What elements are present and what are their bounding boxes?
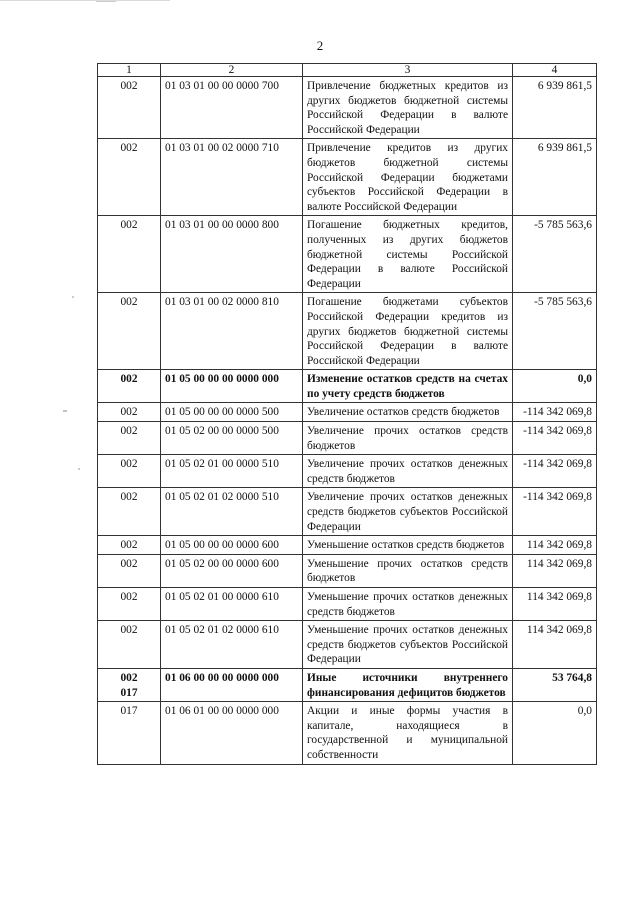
amount-cell: 114 342 069,8 <box>513 554 597 587</box>
budget-code-cell: 01 06 00 00 00 0000 000 <box>161 668 303 701</box>
source-name-cell: Увеличение прочих остатков денежных средств бюджетов <box>303 455 513 488</box>
table-row <box>98 370 597 403</box>
budget-code-cell: 01 05 00 00 00 0000 500 <box>161 403 303 422</box>
budget-code-cell: 01 03 01 00 02 0000 810 <box>161 293 303 370</box>
budget-code-cell: 01 05 02 01 00 0000 610 <box>161 588 303 621</box>
amount-cell: 114 342 069,8 <box>513 621 597 669</box>
amount-cell: 0,0 <box>513 370 597 403</box>
amount-cell: -114 342 069,8 <box>513 455 597 488</box>
amount-cell: 114 342 069,8 <box>513 588 597 621</box>
table-row <box>98 668 597 701</box>
source-name-cell: Изменение остатков средств на счетах по учету средств бюджетов <box>303 370 513 403</box>
budget-code-cell: 01 05 02 01 02 0000 610 <box>161 621 303 669</box>
table-row <box>98 422 597 455</box>
header-col-1: 1 <box>98 64 161 77</box>
table-row <box>98 139 597 216</box>
table-row <box>98 77 597 139</box>
org-code-cell: 002 <box>98 139 161 216</box>
amount-cell: 53 764,8 <box>513 668 597 701</box>
amount-cell: 6 939 861,5 <box>513 77 597 139</box>
org-code-cell: 017 <box>98 702 161 764</box>
budget-code-cell: 01 05 02 00 00 0000 500 <box>161 422 303 455</box>
header-col-3: 3 <box>303 64 513 77</box>
source-name-cell: Уменьшение прочих остатков денежных средств бюджетов субъектов Российской Федерации <box>303 621 513 669</box>
source-name-cell: Уменьшение остатков средств бюджетов <box>303 536 513 555</box>
table-row <box>98 621 597 669</box>
org-code-cell: 002 <box>98 488 161 536</box>
budget-code-cell: 01 03 01 00 02 0000 710 <box>161 139 303 216</box>
budget-code-cell: 01 06 01 00 00 0000 000 <box>161 702 303 764</box>
org-code-cell: 002 <box>98 588 161 621</box>
budget-code-cell: 01 05 02 00 00 0000 600 <box>161 554 303 587</box>
source-name-cell: Привлечение бюджетных кредитов из других бюджетов бюджетной системы Российской Федерации в валюте Российской Федерации <box>303 77 513 139</box>
org-code-cell: 002 <box>98 621 161 669</box>
budget-code-cell: 01 05 00 00 00 0000 000 <box>161 370 303 403</box>
table-row <box>98 216 597 293</box>
org-code-cell: 002 017 <box>98 668 161 701</box>
org-code-cell: 002 <box>98 536 161 555</box>
source-name-cell: Увеличение прочих остатков средств бюджетов <box>303 422 513 455</box>
source-name-cell: Увеличение остатков средств бюджетов <box>303 403 513 422</box>
org-code-cell: 002 <box>98 370 161 403</box>
table-row <box>98 488 597 536</box>
header-col-4: 4 <box>513 64 597 77</box>
org-code-cell: 002 <box>98 216 161 293</box>
amount-cell: 0,0 <box>513 702 597 764</box>
source-name-cell: Погашение бюджетами субъектов Российской Федерации кредитов из других бюджетов бюджетной системы Российской Федерации в валюте Российской Федерации <box>303 293 513 370</box>
org-code-cell: 002 <box>98 455 161 488</box>
scan-mark <box>96 1 116 2</box>
amount-cell: -5 785 563,6 <box>513 293 597 370</box>
table-row <box>98 554 597 587</box>
amount-cell: -5 785 563,6 <box>513 216 597 293</box>
scan-mark <box>63 410 67 412</box>
header-row <box>98 64 597 77</box>
page-number: 2 <box>316 38 324 53</box>
source-name-cell: Уменьшение прочих остатков средств бюджетов <box>303 554 513 587</box>
budget-code-cell: 01 05 02 01 02 0000 510 <box>161 488 303 536</box>
table-row <box>98 293 597 370</box>
scan-mark <box>78 468 80 470</box>
table-row <box>98 588 597 621</box>
header-col-2: 2 <box>161 64 303 77</box>
amount-cell: 114 342 069,8 <box>513 536 597 555</box>
table-row <box>98 702 597 764</box>
org-code-cell: 002 <box>98 422 161 455</box>
budget-code-cell: 01 03 01 00 00 0000 800 <box>161 216 303 293</box>
scan-mark <box>0 0 170 1</box>
source-name-cell: Иные источники внутреннего финансирования дефицитов бюджетов <box>303 668 513 701</box>
amount-cell: -114 342 069,8 <box>513 488 597 536</box>
source-name-cell: Уменьшение прочих остатков денежных средств бюджетов <box>303 588 513 621</box>
org-code-cell: 002 <box>98 554 161 587</box>
source-name-cell: Привлечение кредитов из других бюджетов бюджетной системы Российской Федерации бюджетами субъектов Российской Федерации в валюте Российской Федерации <box>303 139 513 216</box>
budget-code-cell: 01 05 02 01 00 0000 510 <box>161 455 303 488</box>
table-body <box>98 77 597 765</box>
table-row <box>98 455 597 488</box>
source-name-cell: Акции и иные формы участия в капитале, находящиеся в государственной и муниципальной собственности <box>303 702 513 764</box>
budget-code-cell: 01 05 00 00 00 0000 600 <box>161 536 303 555</box>
source-name-cell: Погашение бюджетных кредитов, полученных из других бюджетов бюджетной системы Российской Федерации в валюте Российской Федерации <box>303 216 513 293</box>
org-code-cell: 002 <box>98 293 161 370</box>
amount-cell: -114 342 069,8 <box>513 422 597 455</box>
source-name-cell: Увеличение прочих остатков денежных средств бюджетов субъектов Российской Федерации <box>303 488 513 536</box>
amount-cell: -114 342 069,8 <box>513 403 597 422</box>
budget-code-cell: 01 03 01 00 00 0000 700 <box>161 77 303 139</box>
budget-sources-table <box>97 63 597 765</box>
org-code-cell: 002 <box>98 77 161 139</box>
scan-mark <box>72 296 74 298</box>
amount-cell: 6 939 861,5 <box>513 139 597 216</box>
org-code-cell: 002 <box>98 403 161 422</box>
table-row <box>98 536 597 555</box>
table-row <box>98 403 597 422</box>
